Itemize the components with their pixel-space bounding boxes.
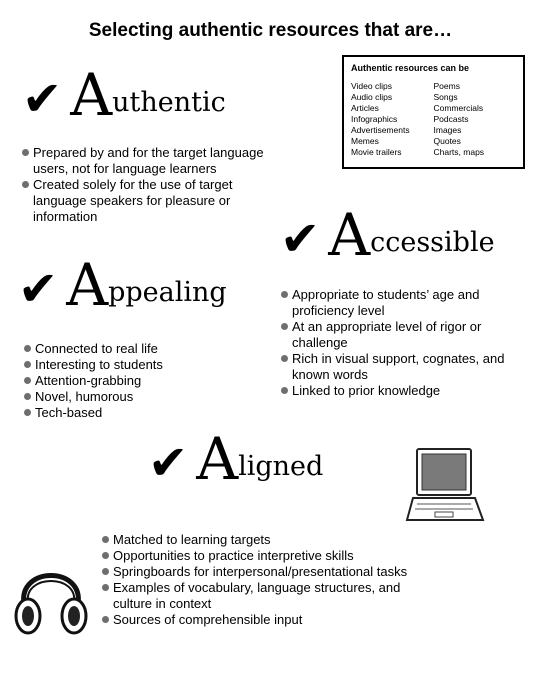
- list-item: Appropriate to students’ age and proficiency level: [281, 287, 531, 319]
- resources-column-1: [351, 81, 434, 158]
- headphones-icon: [8, 546, 94, 638]
- check-mark-icon: ✔: [148, 435, 189, 492]
- resource-item: Podcasts: [433, 114, 469, 124]
- heading-aligned: [148, 425, 324, 493]
- resources-box-title: Authentic resources can be: [351, 63, 470, 73]
- heading-initial: A: [328, 201, 371, 269]
- list-item: Examples of vocabulary, language structures, and culture in context: [102, 580, 432, 612]
- check-mark-icon: ✔: [22, 71, 63, 128]
- list-item: Attention-grabbing: [24, 373, 224, 389]
- resource-item: Charts, maps: [433, 147, 485, 157]
- list-item: At an appropriate level of rigor or challenge: [281, 319, 531, 351]
- heading-initial: A: [70, 61, 113, 129]
- resource-item: Quotes: [433, 136, 461, 146]
- resource-item: Movie trailers: [351, 147, 402, 157]
- list-item: Springboards for interpersonal/presentational tasks: [102, 564, 432, 580]
- heading-initial: A: [196, 425, 239, 493]
- resource-item: Poems: [433, 81, 460, 91]
- heading-rest: uthentic: [112, 86, 226, 118]
- heading-appealing: [18, 251, 227, 319]
- page-title: Selecting authentic resources that are…: [88, 20, 453, 41]
- list-item: Matched to learning targets: [102, 532, 432, 548]
- resource-item: Advertisements: [351, 125, 410, 135]
- resource-item: Video clips: [351, 81, 392, 91]
- resource-item: Audio clips: [351, 92, 393, 102]
- heading-rest: ligned: [238, 450, 324, 482]
- list-item: Tech-based: [24, 405, 224, 421]
- heading-rest: ppealing: [108, 276, 227, 308]
- list-item: Linked to prior knowledge: [281, 383, 531, 399]
- heading-rest: ccessible: [370, 226, 495, 258]
- resource-item: Images: [433, 125, 462, 135]
- check-mark-icon: ✔: [280, 211, 321, 268]
- list-accessible: [281, 287, 531, 399]
- list-item: Created solely for the use of target language speakers for pleasure or information: [22, 177, 282, 225]
- list-item: Novel, humorous: [24, 389, 224, 405]
- heading-authentic: [22, 61, 226, 129]
- resources-box: [342, 55, 525, 169]
- list-aligned: [102, 532, 432, 628]
- heading-accessible: [280, 201, 495, 269]
- resource-item: Articles: [351, 103, 379, 113]
- resources-grid: [351, 81, 516, 158]
- list-item: Interesting to students: [24, 357, 224, 373]
- check-mark-icon: ✔: [18, 261, 59, 318]
- laptop-icon: [405, 446, 485, 524]
- list-appealing: [24, 341, 224, 421]
- resource-item: Memes: [351, 136, 379, 146]
- resource-item: Infographics: [351, 114, 398, 124]
- list-item: Rich in visual support, cognates, and known words: [281, 351, 531, 383]
- resources-column-2: [434, 81, 517, 158]
- list-item: Connected to real life: [24, 341, 224, 357]
- list-item: Sources of comprehensible input: [102, 612, 432, 628]
- list-authentic: [22, 145, 282, 225]
- resource-item: Songs: [433, 92, 458, 102]
- list-item: Opportunities to practice interpretive skills: [102, 548, 432, 564]
- list-item: Prepared by and for the target language users, not for language learners: [22, 145, 282, 177]
- heading-initial: A: [66, 251, 109, 319]
- resource-item: Commercials: [433, 103, 484, 113]
